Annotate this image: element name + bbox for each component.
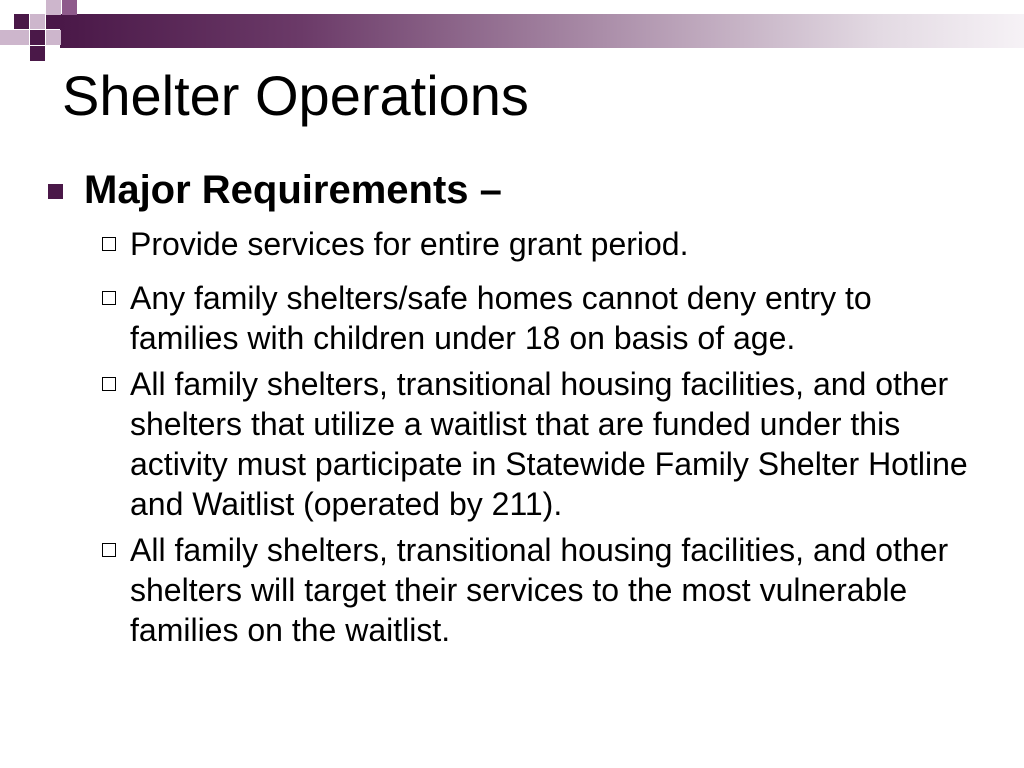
list-item-text: All family shelters, transitional housing facilities, and other shelters that utilize a waitlist that are funded under this activity must participate in Statewide Family Shelter Hotline and Waitlist (operated by 211). [130,366,968,522]
list-item [100,224,984,264]
requirements-list [44,224,984,650]
hollow-square-bullet-icon [102,377,116,391]
header-gradient-bar [60,14,1024,48]
list-item [100,530,984,650]
slide-title: Shelter Operations [62,64,529,127]
hollow-square-bullet-icon [102,291,116,305]
checkered-mosaic-icon [0,0,80,64]
list-item [100,278,984,358]
slide-content [44,166,984,656]
major-requirements-heading: Major Requirements – [84,168,502,212]
list-item-text: All family shelters, transitional housing facilities, and other shelters will target their services to the most vulnerable families on the waitlist. [130,532,949,648]
hollow-square-bullet-icon [102,543,116,557]
list-item-text: Any family shelters/safe homes cannot deny entry to families with children under 18 on basis of age. [130,280,872,356]
hollow-square-bullet-icon [102,237,116,251]
square-bullet-icon [48,184,63,199]
level1-bullet-item [44,166,984,214]
list-item-text: Provide services for entire grant period. [130,226,689,262]
list-item [100,364,984,524]
